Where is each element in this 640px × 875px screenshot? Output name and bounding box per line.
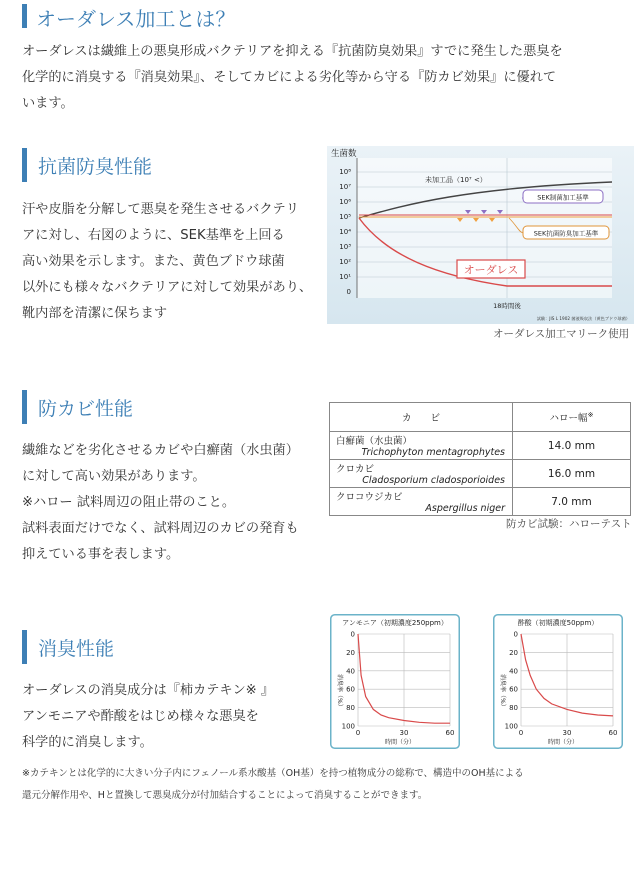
antimold-line: 試料表面だけでなく、試料周辺のカビの発育も	[22, 521, 299, 536]
column-header-halo	[513, 403, 631, 432]
x-axis-label: 時間（分）	[547, 739, 579, 746]
y-tick-label: 40	[346, 667, 355, 676]
mold-name: 白癬菌（水虫菌）	[336, 436, 413, 447]
y-tick-label: 60	[509, 685, 518, 694]
y-tick-label: 40	[509, 667, 518, 676]
test-method-note: 試験：JIS L 1902 菌液吸収法（黄色ブドウ球菌）	[536, 316, 630, 321]
mold-name: クロカビ	[336, 464, 375, 475]
y-tick-label: 10⁶	[339, 198, 351, 206]
ammonia-chart	[330, 614, 460, 749]
section-marker	[22, 390, 27, 424]
antimold-caption: 防カビ試験：ハローテスト	[506, 518, 632, 530]
antibacterial-line: 高い効果を示します。また、黄色ブドウ球菌	[22, 254, 285, 269]
x-tick-label: 60	[445, 729, 455, 737]
y-tick-label: 0	[350, 630, 355, 639]
y-axis-label: 消臭率（%）	[336, 674, 343, 710]
section-marker	[22, 4, 27, 28]
section-marker	[22, 630, 27, 664]
antimold-line: 抑えている事を表します。	[22, 547, 180, 562]
y-tick-label: 20	[509, 648, 518, 657]
column-header-halo-mark: ※	[587, 410, 594, 419]
halo-value: 14.0 mm	[513, 432, 631, 460]
mold-cell	[330, 488, 513, 516]
y-tick-label: 10¹	[339, 273, 351, 281]
intro-paragraph	[22, 39, 563, 117]
table-row	[330, 488, 631, 516]
untreated-label: 未加工品（10⁷ <）	[425, 176, 487, 184]
deodorant-title: 消臭性能	[38, 638, 115, 660]
deodorant-line: アンモニアや酢酸をはじめ様々な悪臭を	[22, 709, 259, 724]
deodorant-line: 科学的に消臭します。	[22, 735, 153, 750]
antimold-line: 繊維などを劣化させるカビや白癬菌（水虫菌）	[22, 443, 299, 458]
column-header-mold: カ ビ	[330, 403, 513, 432]
chart-title: 酢酸（初期濃度50ppm）	[517, 619, 599, 627]
mold-name: クロコウジカビ	[336, 492, 403, 503]
x-tick-label: 0	[518, 729, 524, 737]
intro-line: 化学的に消臭する『消臭効果』、そしてカビによる劣化等から守る『防カビ効果』に優れて	[22, 70, 557, 85]
y-tick-label: 80	[509, 704, 518, 713]
y-tick-label: 80	[346, 704, 355, 713]
deodorant-paragraph	[22, 678, 274, 756]
y-tick-label: 10²	[339, 258, 351, 266]
mold-latin-name: Aspergillus niger	[425, 503, 505, 514]
y-tick-label: 10⁸	[339, 168, 351, 176]
y-tick-label: 20	[346, 648, 355, 657]
antimold-paragraph	[22, 438, 299, 568]
intro-line: オーダレスは繊維上の悪臭形成バクテリアを抑える『抗菌防臭効果』すでに発生した悪臭を	[22, 44, 563, 59]
x-tick-label: 30	[562, 729, 572, 737]
table-row	[330, 460, 631, 488]
antibacterial-line: アに対し、右図のように、SEK基準を上回る	[22, 228, 285, 243]
mold-cell	[330, 460, 513, 488]
y-tick-label: 100	[504, 722, 518, 731]
y-tick-label: 60	[346, 685, 355, 694]
y-tick-label: 100	[341, 722, 355, 731]
footnote-line: 還元分解作用や、Hと置換して悪臭成分が付加結合することによって消臭することができます。	[22, 790, 428, 801]
halo-value: 16.0 mm	[513, 460, 631, 488]
y-tick-label: 10⁵	[339, 213, 351, 221]
orderless-label: オーダレス	[463, 263, 519, 277]
y-axis-label: 生菌数	[331, 149, 357, 159]
antibacterial-line: 汗や皮脂を分解して悪臭を発生させるバクテリ	[22, 202, 299, 217]
antimold-title: 防カビ性能	[38, 398, 134, 420]
y-tick-label: 10⁷	[339, 183, 351, 191]
chart-title: アンモニア（初期濃度250ppm）	[342, 619, 448, 627]
halo-value: 7.0 mm	[513, 488, 631, 516]
x-tick-label: 0	[355, 729, 361, 737]
x-tick-label: 30	[399, 729, 409, 737]
antibacterial-line: 以外にも様々なバクテリアに対して効果があり、	[22, 280, 313, 295]
x-axis-label: 18時間後	[493, 302, 521, 310]
intro-title: オーダレス加工とは？	[36, 7, 236, 31]
x-tick-label: 60	[608, 729, 618, 737]
mold-cell	[330, 432, 513, 460]
acetic-acid-chart	[493, 614, 623, 749]
sek-antibacterial-label: SEK抗菌防臭加工基準	[533, 229, 599, 238]
mold-latin-name: Cladosporium cladosporioides	[362, 475, 505, 486]
catechin-footnote	[22, 763, 524, 807]
column-header-halo-label: ハロー幅	[549, 413, 588, 424]
antibacterial-caption: オーダレス加工マリーク使用	[493, 328, 630, 340]
table-row	[330, 432, 631, 460]
intro-line: います。	[22, 96, 74, 111]
antimold-line: に対して高い効果があります。	[22, 469, 206, 484]
y-axis-label: 消臭率（%）	[499, 674, 506, 710]
mold-latin-name: Trichophyton mentagrophytes	[361, 447, 505, 458]
x-axis-label: 時間（分）	[384, 739, 416, 746]
y-tick-label: 10³	[339, 243, 351, 251]
antimold-line: ※ハロー 試料周辺の阻止帯のこと。	[22, 495, 236, 510]
deodorant-line: オーダレスの消臭成分は『柿カテキン※ 』	[22, 683, 275, 698]
y-tick-label: 10⁴	[339, 228, 351, 236]
antibacterial-line: 靴内部を清潔に保ちます	[22, 306, 168, 321]
sek-bacteriostatic-label: SEK制菌加工基準	[537, 193, 589, 202]
antibacterial-title: 抗菌防臭性能	[38, 156, 153, 178]
y-tick-label: 0	[513, 630, 518, 639]
antibacterial-paragraph	[22, 197, 312, 327]
table-header-row	[330, 403, 631, 432]
halo-test-table	[329, 402, 631, 516]
y-tick-label: 0	[346, 288, 351, 296]
section-marker	[22, 148, 27, 182]
footnote-line: ※カテキンとは化学的に大きい分子内にフェノール系水酸基（OH基）を持つ植物成分の総称で、構造中のOH基による	[22, 768, 524, 779]
bacteria-chart	[327, 146, 634, 324]
